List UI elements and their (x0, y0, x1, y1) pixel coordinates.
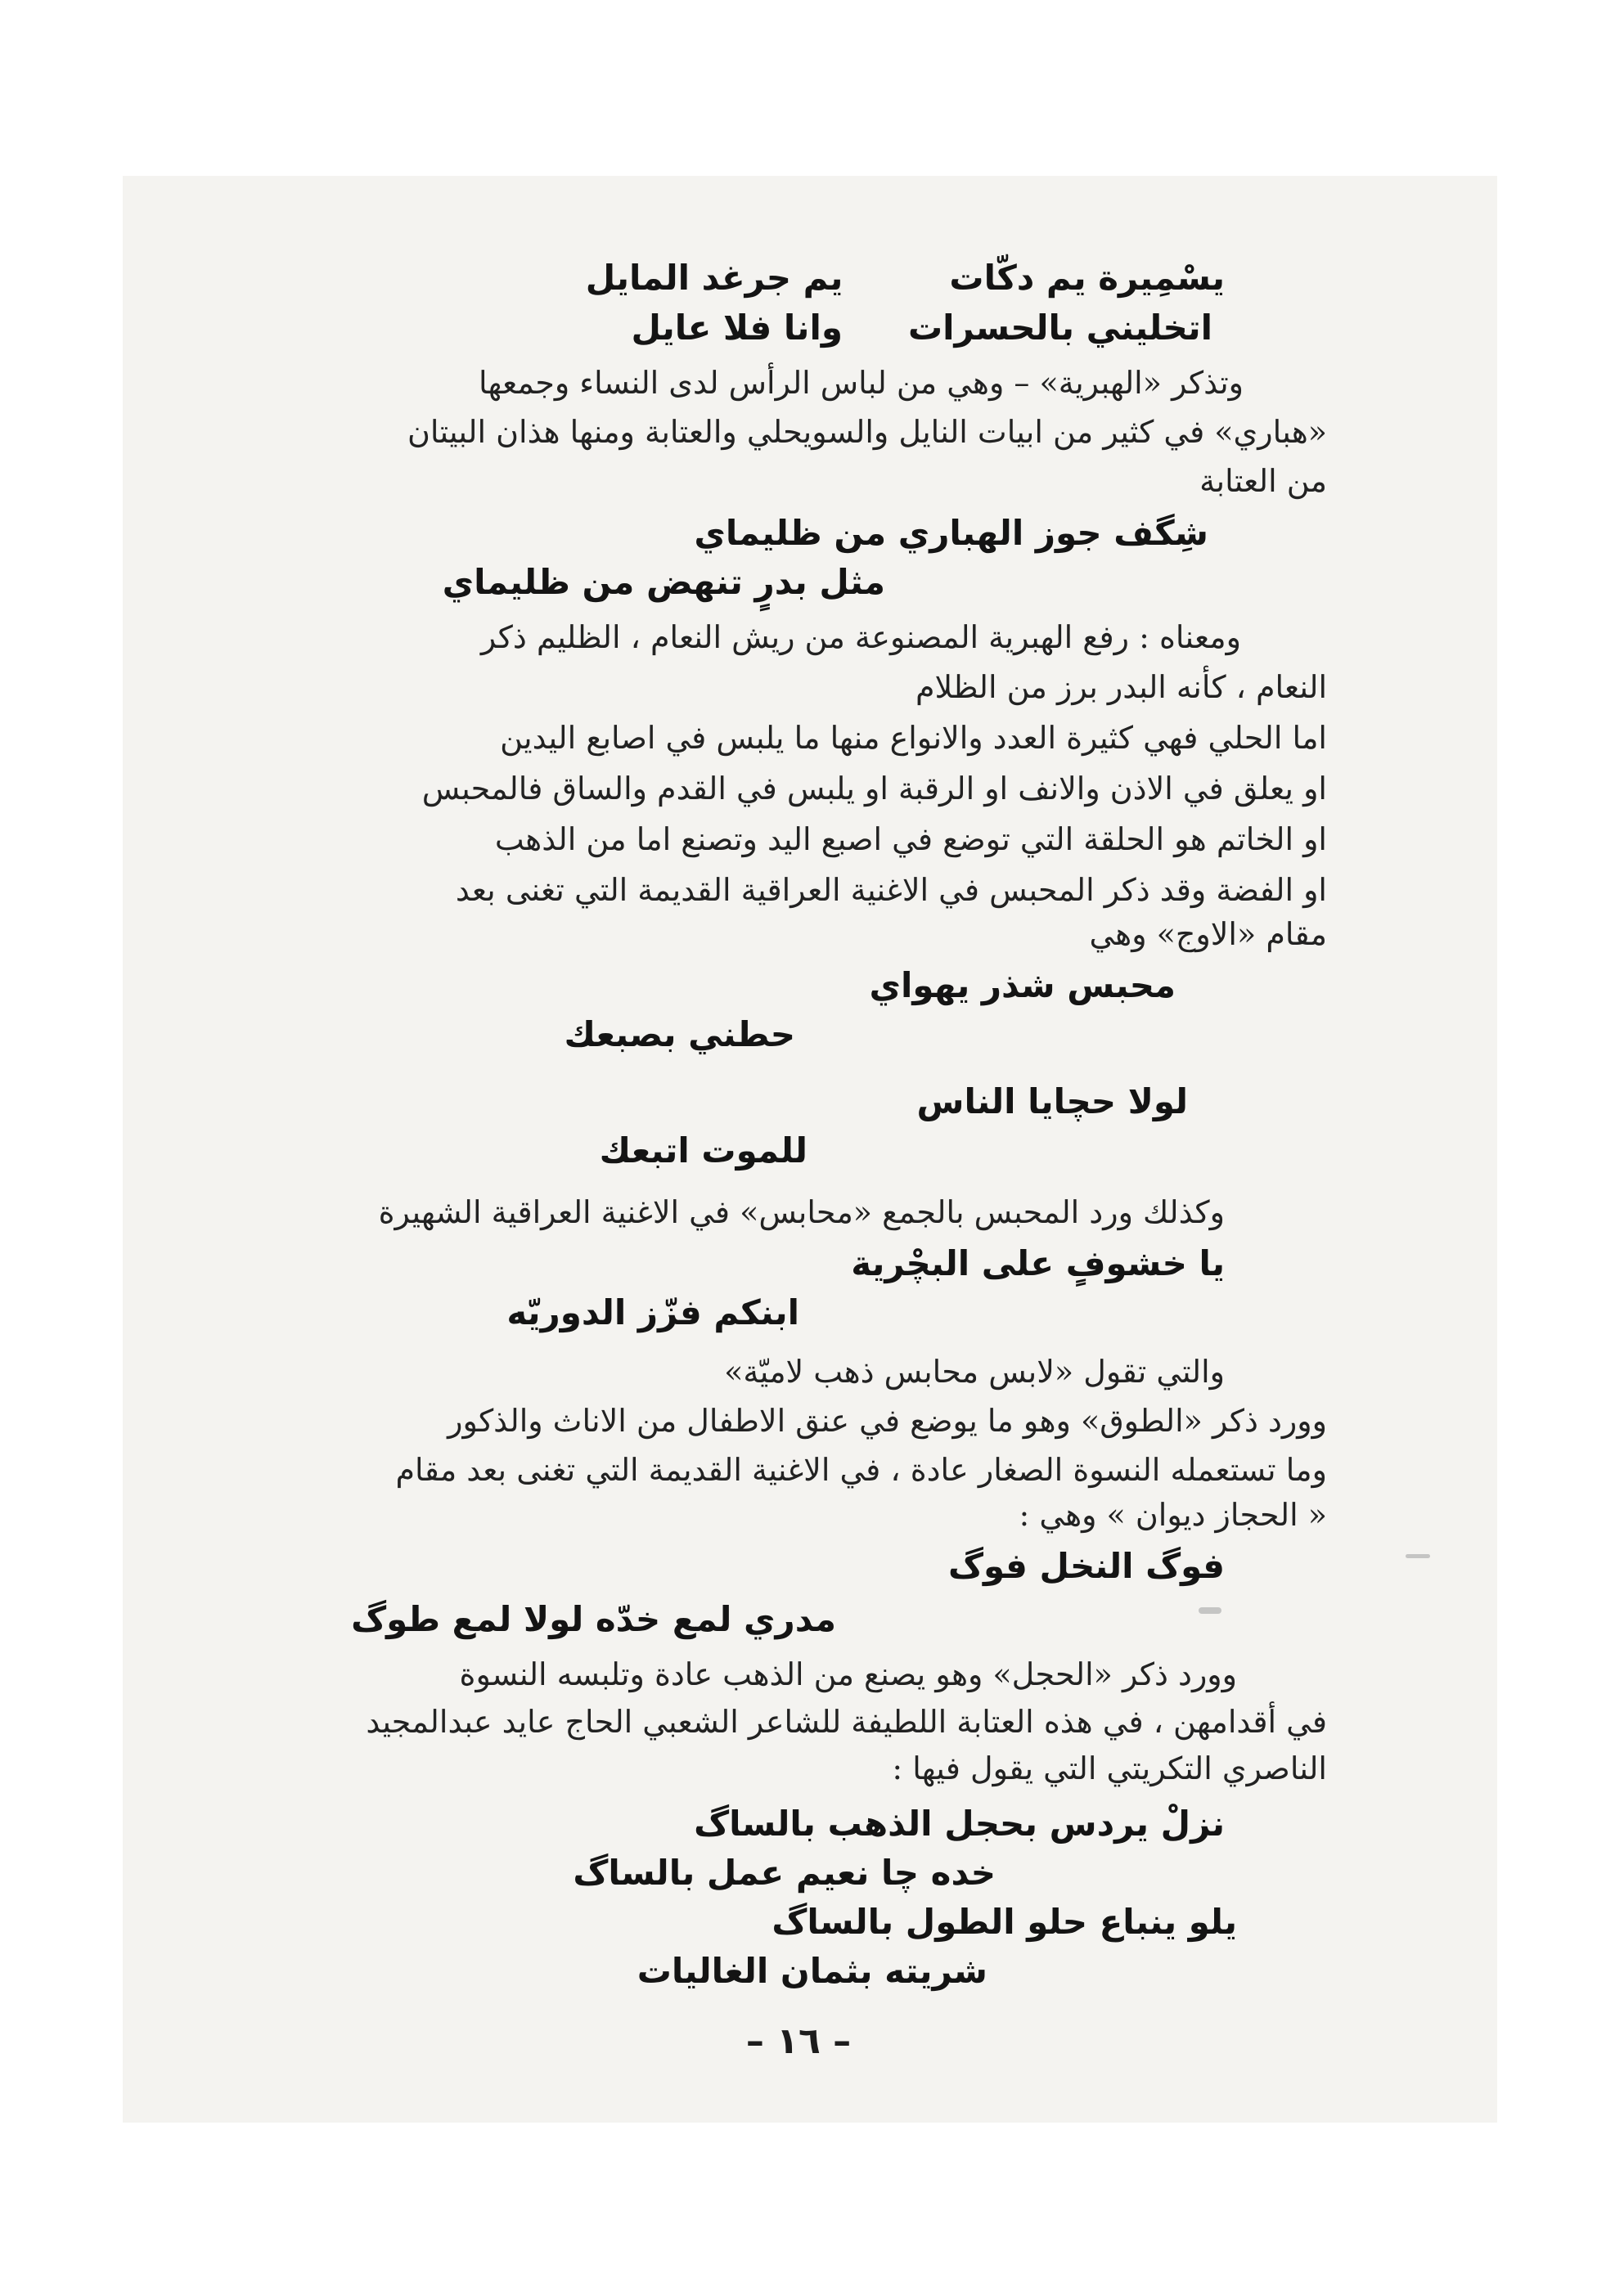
text-line: النعام ، كأنه البدر برز من الظلام (915, 669, 1327, 705)
verse-line: محبس شذر يهواي (869, 965, 1176, 1005)
verse-hemistich: وانا فلا عايل (631, 308, 843, 348)
scan-mark (1406, 1554, 1430, 1558)
verse-line: للموت اتبعك (599, 1130, 807, 1170)
scan-mark (1199, 1607, 1221, 1614)
verse-line (632, 308, 1212, 348)
verse-line: فوگ النخل فوگ (948, 1546, 1225, 1586)
page-number: – ١٦ – (745, 2020, 852, 2062)
verse-line: خده چا نعيم عمل بالساگ (573, 1853, 996, 1893)
text-line: او الفضة وقد ذكر المحبس في الاغنية العراقية القديمة التي تغنى بعد (455, 872, 1327, 908)
text-line: او يعلق في الاذن والانف او الرقبة او يلبس في القدم والساق فالمحبس (421, 771, 1327, 807)
verse-line: ابنكم فزّز الدوريّه (506, 1292, 799, 1332)
verse-line: شريته بثمان الغاليات (637, 1951, 987, 1991)
verse-hemistich: اتخليني بالحسرات (907, 308, 1212, 348)
text-line: او الخاتم هو الحلقة التي توضع في اصبع اليد وتصنع اما من الذهب (494, 821, 1327, 857)
text-line: اما الحلي فهي كثيرة العدد والانواع منها ما يلبس في اصابع اليدين (500, 720, 1327, 756)
text-line: مقام «الاوج» وهي (1089, 916, 1327, 952)
text-line: والتي تقول «لابس محابس ذهب لاميّة» (724, 1354, 1225, 1390)
text-line: وكذلك ورد المحبس بالجمع «محابس» في الاغنية العراقية الشهيرة (378, 1194, 1225, 1230)
text-line: وورد ذكر «الطوق» وهو ما يوضع في عنق الاطفال من الاناث والذكور (448, 1403, 1327, 1439)
text-line: وتذكر «الهبرية» – وهي من لباس الرأس لدى النساء وجمعها (478, 365, 1244, 401)
verse-hemistich: يسْمِيرة يم دكّات (949, 258, 1225, 298)
verse-line: يا خشوفٍ على البچْرية (851, 1243, 1225, 1283)
text-line: «هباري» في كثير من ابيات النايل والسويحلي والعتابة ومنها هذان البيتان (407, 414, 1327, 450)
text-line: في أقدامهن ، في هذه العتابة اللطيفة للشاعر الشعبي الحاج عايد عبدالمجيد (366, 1704, 1327, 1740)
text-line: وما تستعمله النسوة الصغار عادة ، في الاغنية القديمة التي تغنى بعد مقام (395, 1452, 1327, 1488)
verse-line: نزلْ يردس بحجل الذهب بالساگ (694, 1804, 1225, 1844)
verse-line: مدري لمع خدّه لولا لمع طوگ (351, 1599, 836, 1639)
text-line: ومعناه : رفع الهبرية المصنوعة من ريش النعام ، الظليم ذكر (480, 619, 1241, 655)
text-line: من العتابة (1199, 463, 1327, 499)
text-line: « الحجاز ديوان » وهي : (1019, 1497, 1327, 1533)
verse-hemistich: يم جرغد المايل (585, 258, 843, 298)
verse-line: مثل بدرٍ تنهض من ظليماي (442, 562, 885, 602)
text-line: وورد ذكر «الحجل» وهو يصنع من الذهب عادة وتلبسه النسوة (459, 1656, 1237, 1692)
verse-line: يلو ينباع حلو الطول بالساگ (772, 1902, 1237, 1942)
verse-line: لولا حچايا الناس (916, 1081, 1188, 1121)
text-line: الناصري التكريتي التي يقول فيها : (892, 1750, 1327, 1786)
verse-line: شِگف جوز الهباري من ظليماي (694, 513, 1208, 553)
verse-line: حطني بصبعك (564, 1014, 795, 1054)
verse-line (586, 258, 1225, 298)
